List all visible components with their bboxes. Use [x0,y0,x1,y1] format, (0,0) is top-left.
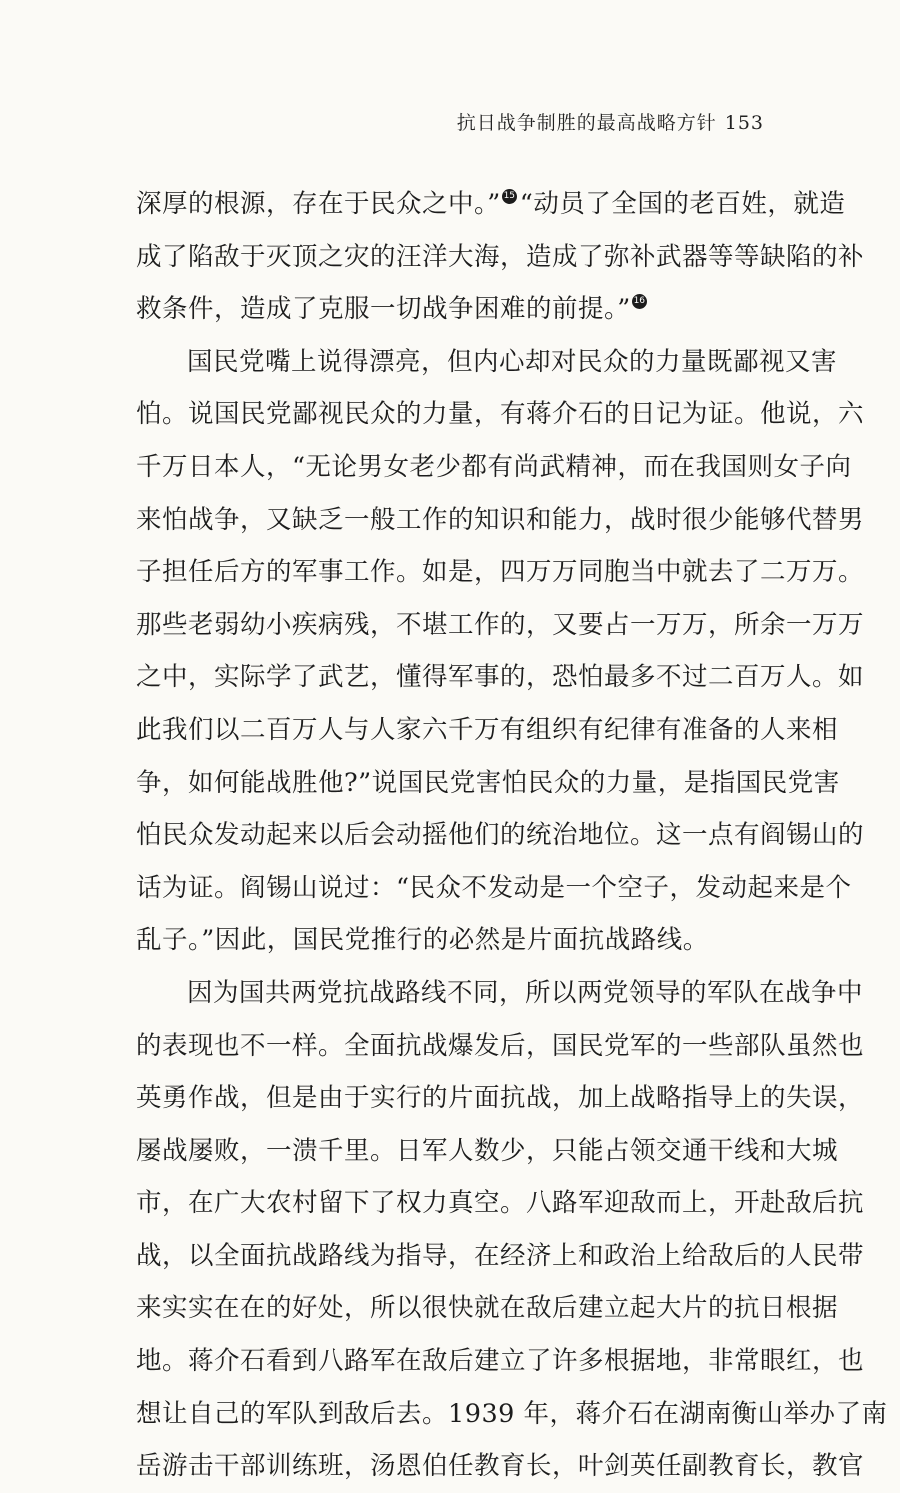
running-header-title: 抗日战争制胜的最高战略方针 [456,112,717,134]
text-line: 此我们以二百万人与人家六千万有组织有纪律有准备的人来相 [136,714,839,745]
text-line [136,178,846,231]
text-line [136,283,770,336]
text-line: 想让自己的军队到敌后去。1939 年，蒋介石在湖南衡山举办了南 [136,1398,888,1429]
text-line: 成了陷敌于灭顶之灾的汪洋大海，造成了弥补武器等等缺陷的补 [136,241,865,272]
text-line: 市，在广大农村留下了权力真空。八路军迎敌而上，开赴敌后抗 [136,1188,865,1219]
paragraph-first-line: 国民党嘴上说得漂亮，但内心却对民众的力量既鄙视又害 [187,346,838,377]
footnote-marker-16[interactable]: 16 [632,294,647,309]
text-line: 来怕战争，又缺乏一般工作的知识和能力，战时很少能够代替男 [136,504,865,535]
text-line: 英勇作战，但是由于实行的片面抗战，加上战略指导上的失误， [136,1083,865,1114]
text-line: 子担任后方的军事工作。如是，四万万同胞当中就去了二万万。 [136,557,865,588]
text-line: 战，以全面抗战路线为指导，在经济上和政治上给敌后的人民带 [136,1240,865,1271]
text-line: 话为证。阎锡山说过：“民众不发动是一个空子，发动起来是个 [136,872,852,903]
text-line: 屡战屡败，一溃千里。日军人数少，只能占领交通干线和大城 [136,1135,839,1166]
text-line: 千万日本人，“无论男女老少都有尚武精神，而在我国则女子向 [136,451,852,482]
text-line: 那些老弱幼小疾病残，不堪工作的，又要占一万万，所余一万万 [136,609,865,640]
text-line: 乱子。”因此，国民党推行的必然是片面抗战路线。 [136,925,709,956]
footnote-marker-15[interactable]: 15 [502,189,517,204]
text-line: 地。蒋介石看到八路军在敌后建立了许多根据地，非常眼红，也 [136,1346,865,1377]
text-line: 怕民众发动起来以后会动摇他们的统治地位。这一点有阎锡山的 [136,820,865,851]
text-segment: 救条件，造成了克服一切战争困难的前提。” [136,294,631,325]
paragraph-first-line: 因为国共两党抗战路线不同，所以两党领导的军队在战争中 [187,977,864,1008]
text-line: 怕。说国民党鄙视民众的力量，有蒋介石的日记为证。他说，六 [136,399,865,430]
running-header [457,108,764,135]
page-number: 153 [724,112,764,134]
text-segment: “动员了全国的老百姓，就造 [519,189,846,219]
body-text [136,178,888,1493]
text-line: 争，如何能战胜他?”说国民党害怕民众的力量，是指国民党害 [136,767,840,798]
text-line: 岳游击干部训练班，汤恩伯任教育长，叶剑英任副教育长，教官 [136,1451,865,1482]
text-line: 来实实在在的好处，所以很快就在敌后建立起大片的抗日根据 [136,1293,839,1324]
text-line: 之中，实际学了武艺，懂得军事的，恐怕最多不过二百万人。如 [136,662,865,693]
text-segment: 深厚的根源，存在于民众之中。” [136,189,501,219]
text-line: 的表现也不一样。全面抗战爆发后，国民党军的一些部队虽然也 [136,1030,865,1061]
